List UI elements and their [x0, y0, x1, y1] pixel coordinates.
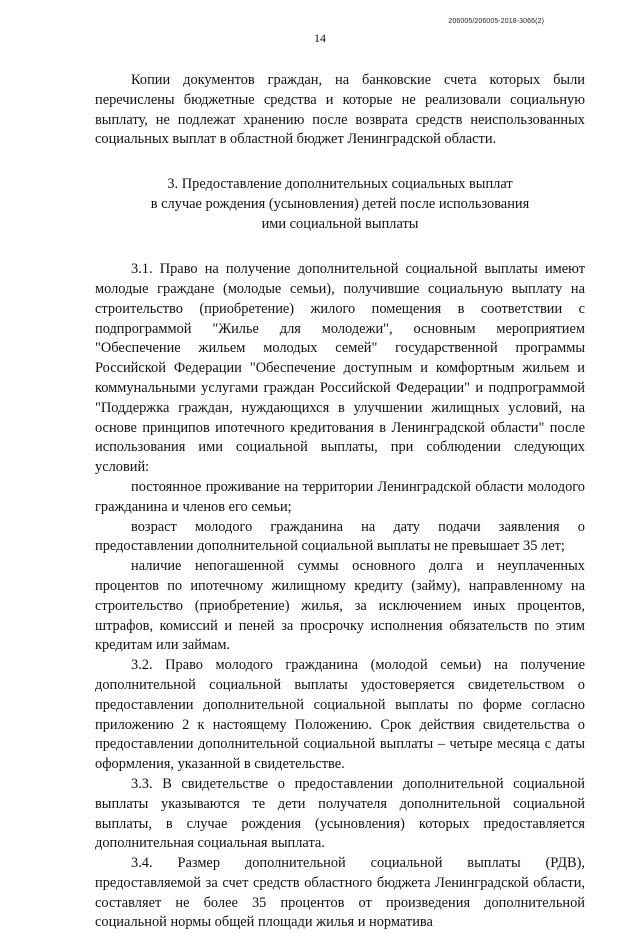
paragraph-3-1: 3.1. Право на получение дополнительной социальной выплаты имеют молодые граждане (молодые семьи), получившие социальную выплату на строительство (приобретение) жилого помещения в соответствии с подпрограммой "Жилье для молодежи", основным мероприятием "Обеспечение жильем молодых семей" государственной программы Российской Федерации "Обеспечение доступным и комфортным жильем и коммунальными услугами граждан Российской Федерации" и подпрограммой "Поддержка граждан, нуждающихся в улучшении жилищных условий, на основе принципов ипотечного кредитования в Ленинградской области" после использования ими социальной выплаты, при соблюдении следующих условий: — [95, 261, 585, 476]
condition-debt: наличие непогашенной суммы основного долга и неуплаченных процентов по ипотечному жилищному кредиту (займу), направленному на строительство (приобретение) жилья, за исключением иных процентов, штрафов, комиссий и пеней за просрочку исполнения обязательств по этим кредитам или займам. — [95, 558, 585, 654]
section-title-line: 3. Предоставление дополнительных социальных выплат — [167, 176, 513, 193]
paragraph-3-4: 3.4. Размер дополнительной социальной выплаты (РДВ), предоставляемой за счет средств областного бюджета Ленинградской области, составляет не более 35 процентов от произведения дополнительной социальной нормы общей площади жилья и норматива — [95, 855, 585, 931]
section-title — [95, 174, 585, 234]
section-title-line: ими социальной выплаты — [261, 216, 419, 233]
intro-paragraph: Копии документов граждан, на банковские счета которых были перечислены бюджетные средства и которые не реализовали социальную выплату, не подлежат хранению после возврата средств неиспользованных социальных выплат в областной бюджет Ленинградской области. — [95, 72, 585, 148]
paragraph-3-3: 3.3. В свидетельстве о предоставлении дополнительной социальной выплаты указываются те дети получателя дополнительной социальной выплаты, в случае рождения (усыновления) которых предоставляется дополнительная социальная выплата. — [95, 775, 585, 852]
document-body — [95, 71, 585, 933]
paragraph-3-2: 3.2. Право молодого гражданина (молодой семьи) на получение дополнительной социальной выплаты удостоверяется свидетельством о предоставлении дополнительной социальной выплаты по форме согласно приложению 2 к настоящему Положению. Срок действия свидетельства о предоставлении дополнительной социальной выплаты – четыре месяца с даты оформления, указанной в свидетельстве. — [95, 657, 585, 773]
condition-age: возраст молодого гражданина на дату подачи заявления о предоставлении дополнительной социальной выплаты не превышает 35 лет; — [95, 518, 585, 555]
section-title-line: в случае рождения (усыновления) детей после использования — [150, 196, 530, 213]
condition-residence: постоянное проживание на территории Ленинградской области молодого гражданина и членов его семьи; — [95, 478, 585, 515]
page-number: 14 — [314, 31, 326, 45]
document-code: 206005/206005-2018-3066(2) — [448, 18, 544, 25]
